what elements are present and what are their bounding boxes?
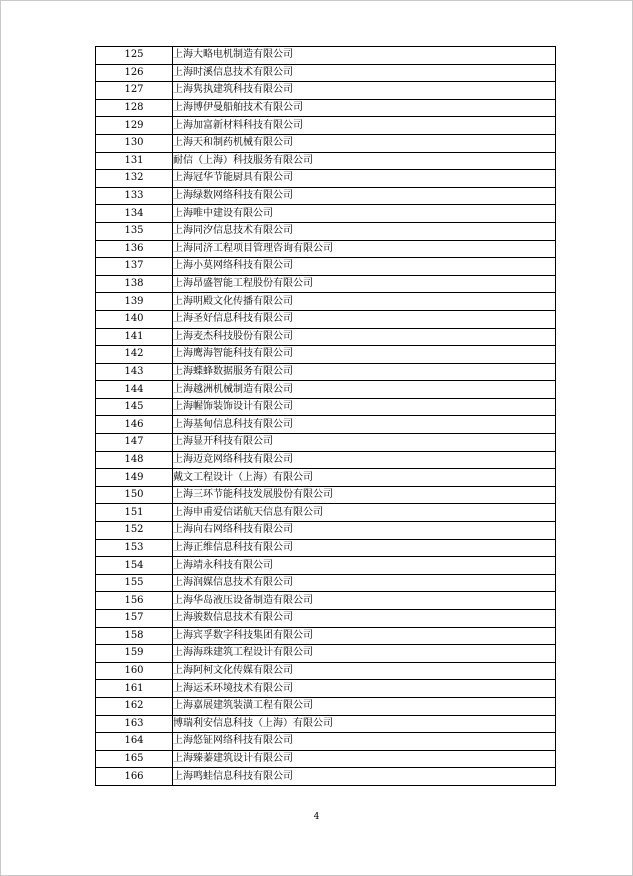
company-name-cell: 上海华岛液压设备制造有限公司 <box>173 592 556 610</box>
table-row <box>96 733 556 751</box>
table-row <box>96 715 556 733</box>
row-index-cell: 140 <box>96 310 173 328</box>
company-name-cell: 上海博伊曼船舶技术有限公司 <box>173 99 556 117</box>
company-name-cell: 上海阿柯文化传媒有限公司 <box>173 662 556 680</box>
company-name-cell: 上海鹰海智能科技有限公司 <box>173 346 556 364</box>
table-row <box>96 363 556 381</box>
table-row <box>96 469 556 487</box>
row-index-cell: 162 <box>96 697 173 715</box>
table-row <box>96 504 556 522</box>
company-name-cell: 上海显开科技有限公司 <box>173 434 556 452</box>
company-name-cell: 上海加富新材料科技有限公司 <box>173 117 556 135</box>
company-name-cell: 上海臻蓁建筑设计有限公司 <box>173 750 556 768</box>
company-name-cell: 上海运禾环境技术有限公司 <box>173 680 556 698</box>
row-index-cell: 145 <box>96 398 173 416</box>
company-name-cell: 上海大略电机制造有限公司 <box>173 47 556 65</box>
company-name-cell: 上海正维信息科技有限公司 <box>173 539 556 557</box>
table-row <box>96 697 556 715</box>
table-row <box>96 750 556 768</box>
table-row <box>96 768 556 786</box>
page-number: 4 <box>313 812 320 822</box>
company-name-cell: 上海海珠建筑工程设计有限公司 <box>173 645 556 663</box>
table-row <box>96 117 556 135</box>
company-name-cell: 上海明殿文化传播有限公司 <box>173 293 556 311</box>
company-name-cell: 上海冠华节能厨具有限公司 <box>173 170 556 188</box>
row-index-cell: 166 <box>96 768 173 786</box>
company-name-cell: 博瑞利安信息科技（上海）有限公司 <box>173 715 556 733</box>
company-name-cell: 上海昂盛智能工程股份有限公司 <box>173 275 556 293</box>
row-index-cell: 152 <box>96 522 173 540</box>
table-row <box>96 134 556 152</box>
row-index-cell: 130 <box>96 134 173 152</box>
row-index-cell: 137 <box>96 258 173 276</box>
table-row <box>96 222 556 240</box>
company-name-cell: 上海骏数信息技术有限公司 <box>173 610 556 628</box>
company-name-cell: 上海小莫网络科技有限公司 <box>173 258 556 276</box>
table-row <box>96 275 556 293</box>
row-index-cell: 159 <box>96 645 173 663</box>
row-index-cell: 126 <box>96 64 173 82</box>
row-index-cell: 131 <box>96 152 173 170</box>
company-name-cell: 上海宾孚数字科技集团有限公司 <box>173 627 556 645</box>
company-name-cell: 上海隽执建筑科技有限公司 <box>173 82 556 100</box>
company-name-cell: 上海幄饰装饰设计有限公司 <box>173 398 556 416</box>
row-index-cell: 129 <box>96 117 173 135</box>
table-row <box>96 240 556 258</box>
row-index-cell: 156 <box>96 592 173 610</box>
row-index-cell: 135 <box>96 222 173 240</box>
row-index-cell: 160 <box>96 662 173 680</box>
company-name-cell: 上海悠钲网络科技有限公司 <box>173 733 556 751</box>
company-name-cell: 上海润媒信息技术有限公司 <box>173 574 556 592</box>
table-row <box>96 539 556 557</box>
company-name-cell: 上海圣好信息科技有限公司 <box>173 310 556 328</box>
company-name-cell: 上海时溪信息技术有限公司 <box>173 64 556 82</box>
company-name-cell: 上海靖永科技有限公司 <box>173 557 556 575</box>
table-row <box>96 645 556 663</box>
company-name-cell: 上海申甫爱信诺航天信息有限公司 <box>173 504 556 522</box>
row-index-cell: 146 <box>96 416 173 434</box>
row-index-cell: 157 <box>96 610 173 628</box>
table-row <box>96 152 556 170</box>
row-index-cell: 141 <box>96 328 173 346</box>
table-row <box>96 293 556 311</box>
table-row <box>96 258 556 276</box>
row-index-cell: 154 <box>96 557 173 575</box>
row-index-cell: 138 <box>96 275 173 293</box>
company-name-cell: 上海基甸信息科技有限公司 <box>173 416 556 434</box>
table-row <box>96 662 556 680</box>
row-index-cell: 133 <box>96 187 173 205</box>
row-index-cell: 155 <box>96 574 173 592</box>
row-index-cell: 148 <box>96 451 173 469</box>
company-name-cell: 戴文工程设计（上海）有限公司 <box>173 469 556 487</box>
row-index-cell: 161 <box>96 680 173 698</box>
row-index-cell: 136 <box>96 240 173 258</box>
row-index-cell: 147 <box>96 434 173 452</box>
table-row <box>96 310 556 328</box>
company-name-cell: 上海迈竞网络科技有限公司 <box>173 451 556 469</box>
table-row <box>96 416 556 434</box>
row-index-cell: 127 <box>96 82 173 100</box>
row-index-cell: 132 <box>96 170 173 188</box>
table-row <box>96 398 556 416</box>
row-index-cell: 134 <box>96 205 173 223</box>
row-index-cell: 150 <box>96 486 173 504</box>
table-row <box>96 627 556 645</box>
row-index-cell: 143 <box>96 363 173 381</box>
table-row <box>96 574 556 592</box>
row-index-cell: 158 <box>96 627 173 645</box>
company-name-cell: 耐信（上海）科技服务有限公司 <box>173 152 556 170</box>
table-row <box>96 680 556 698</box>
row-index-cell: 151 <box>96 504 173 522</box>
row-index-cell: 164 <box>96 733 173 751</box>
table-row <box>96 486 556 504</box>
company-name-cell: 上海同汐信息技术有限公司 <box>173 222 556 240</box>
table-row <box>96 451 556 469</box>
table-body <box>96 47 556 786</box>
table-row <box>96 328 556 346</box>
company-name-cell: 上海唯中建设有限公司 <box>173 205 556 223</box>
row-index-cell: 165 <box>96 750 173 768</box>
table-row <box>96 187 556 205</box>
table-row <box>96 434 556 452</box>
table-row <box>96 557 556 575</box>
row-index-cell: 128 <box>96 99 173 117</box>
table-row <box>96 522 556 540</box>
row-index-cell: 142 <box>96 346 173 364</box>
company-list-table <box>95 46 556 786</box>
company-name-cell: 上海蝶蜂数据服务有限公司 <box>173 363 556 381</box>
table-row <box>96 170 556 188</box>
row-index-cell: 163 <box>96 715 173 733</box>
company-name-cell: 上海麦杰科技股份有限公司 <box>173 328 556 346</box>
table-row <box>96 610 556 628</box>
table-row <box>96 64 556 82</box>
table-row <box>96 205 556 223</box>
row-index-cell: 125 <box>96 47 173 65</box>
company-name-cell: 上海越洲机械制造有限公司 <box>173 381 556 399</box>
table-row <box>96 381 556 399</box>
row-index-cell: 153 <box>96 539 173 557</box>
table-row <box>96 592 556 610</box>
company-name-cell: 上海同济工程项目管理咨询有限公司 <box>173 240 556 258</box>
company-name-cell: 上海鸣蛙信息科技有限公司 <box>173 768 556 786</box>
row-index-cell: 149 <box>96 469 173 487</box>
company-name-cell: 上海天和制药机械有限公司 <box>173 134 556 152</box>
row-index-cell: 139 <box>96 293 173 311</box>
table-row <box>96 99 556 117</box>
company-name-cell: 上海向右网络科技有限公司 <box>173 522 556 540</box>
table-row <box>96 82 556 100</box>
company-name-cell: 上海绿数网络科技有限公司 <box>173 187 556 205</box>
table-row <box>96 346 556 364</box>
company-name-cell: 上海嘉展建筑装潢工程有限公司 <box>173 697 556 715</box>
row-index-cell: 144 <box>96 381 173 399</box>
table-row <box>96 47 556 65</box>
company-name-cell: 上海三环节能科技发展股份有限公司 <box>173 486 556 504</box>
